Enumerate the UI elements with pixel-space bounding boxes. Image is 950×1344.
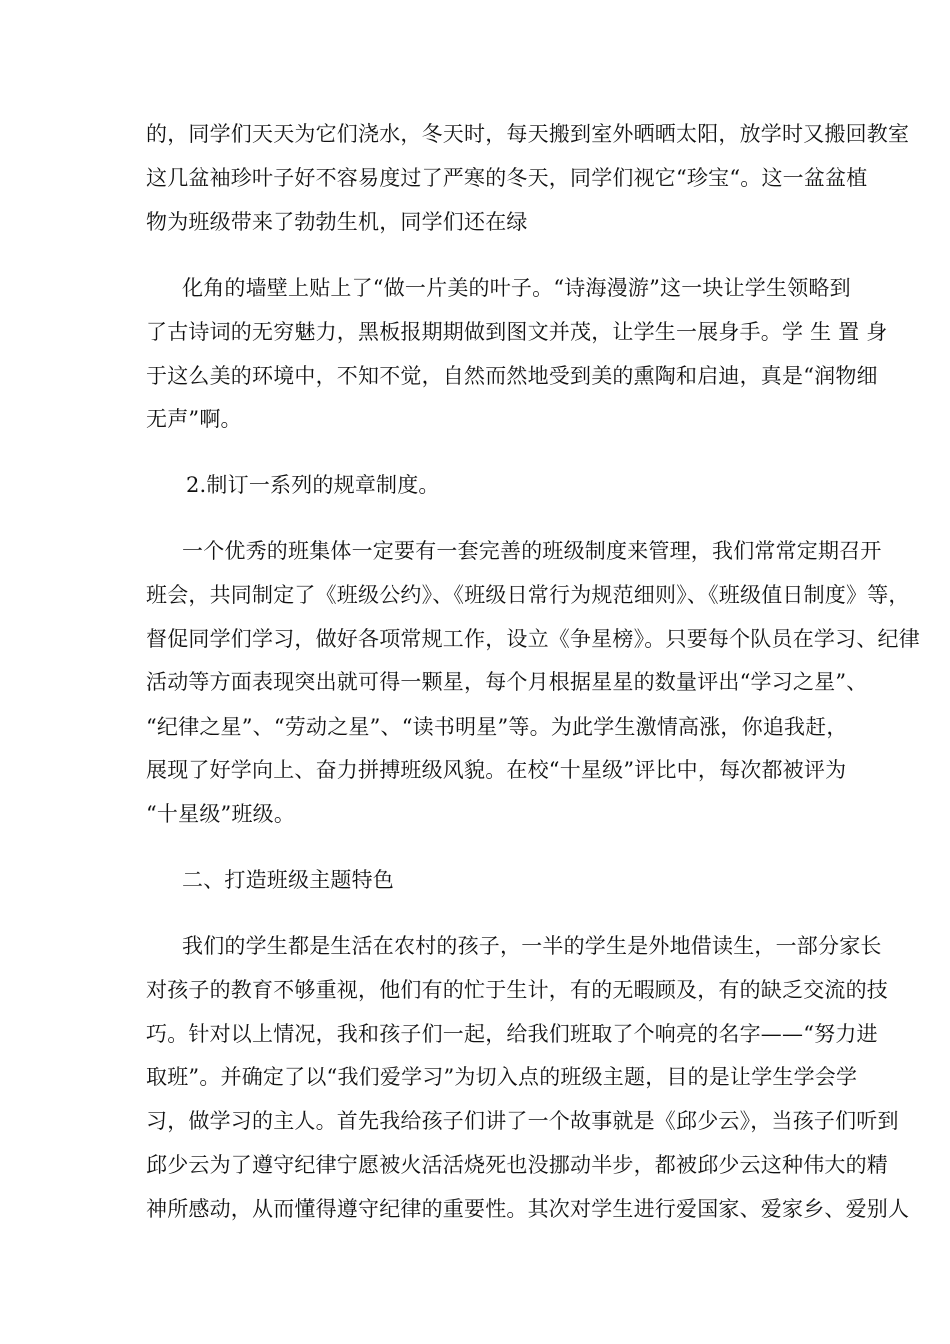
text-line: 了古诗词的无穷魅力，黑板报期期做到图文并茂，让学生一展身手。学 生 置 身: [146, 320, 888, 344]
text-line: 取班”。并确定了以“我们爱学习”为切入点的班级主题，目的是让学生学会学: [146, 1065, 858, 1089]
text-line: 邱少云为了遵守纪律宁愿被火活活烧死也没挪动半步，都被邱少云这种伟大的精: [146, 1153, 888, 1177]
text-line: 我们的学生都是生活在农村的孩子，一半的学生是外地借读生，一部分家长: [182, 934, 882, 958]
text-line: “纪律之星”、“劳动之星”、“读书明星”等。为此学生激情高涨，你追我赶，: [146, 715, 848, 739]
text-line: 活动等方面表现突出就可得一颗星，每个月根据星星的数量评出“学习之星”、: [146, 670, 868, 694]
text-line: 于这么美的环境中，不知不觉，自然而然地受到美的熏陶和启迪，真是“润物细: [146, 364, 878, 388]
text-line: 无声”啊。: [146, 407, 242, 431]
text-line: 对孩子的教育不够重视，他们有的忙于生计，有的无暇顾及，有的缺乏交流的技: [146, 978, 888, 1002]
text-line: 督促同学们学习，做好各项常规工作，设立《争星榜》。只要每个队员在学习、纪律: [146, 627, 920, 651]
text-line: 这几盆袖珍叶子好不容易度过了严寒的冬天，同学们视它“珍宝“。这一盆盆植: [146, 166, 868, 190]
text-line: 的，同学们天天为它们浇水，冬天时，每天搬到室外晒晒太阳，放学时又搬回教室: [146, 122, 910, 146]
text-line: 神所感动，从而懂得遵守纪律的重要性。其次对学生进行爱国家、爱家乡、爱别人: [146, 1197, 910, 1221]
section-heading: 二、打造班级主题特色: [182, 868, 394, 892]
text-line: 巧。针对以上情况，我和孩子们一起，给我们班取了个响亮的名字——“努力进: [146, 1022, 878, 1046]
section-heading: 2.制订一系列的规章制度。: [186, 473, 440, 497]
text-line: 一个优秀的班集体一定要有一套完善的班级制度来管理，我们常常定期召开: [182, 539, 882, 563]
text-line: 展现了好学向上、奋力拼搏班级风貌。在校“十星级”评比中，每次都被评为: [146, 758, 847, 782]
text-line: 班会，共同制定了《班级公约》、《班级日常行为规范细则》、《班级值日制度》等，: [146, 583, 910, 607]
text-line: 化角的墙壁上贴上了“做一片美的叶子。“诗海漫游”这一块让学生领略到: [182, 276, 851, 300]
text-line: 物为班级带来了勃勃生机，同学们还在绿: [146, 210, 528, 234]
text-line: 习，做学习的主人。首先我给孩子们讲了一个故事就是《邱少云》，当孩子们听到: [146, 1109, 899, 1133]
text-line: “十星级”班级。: [146, 802, 296, 826]
